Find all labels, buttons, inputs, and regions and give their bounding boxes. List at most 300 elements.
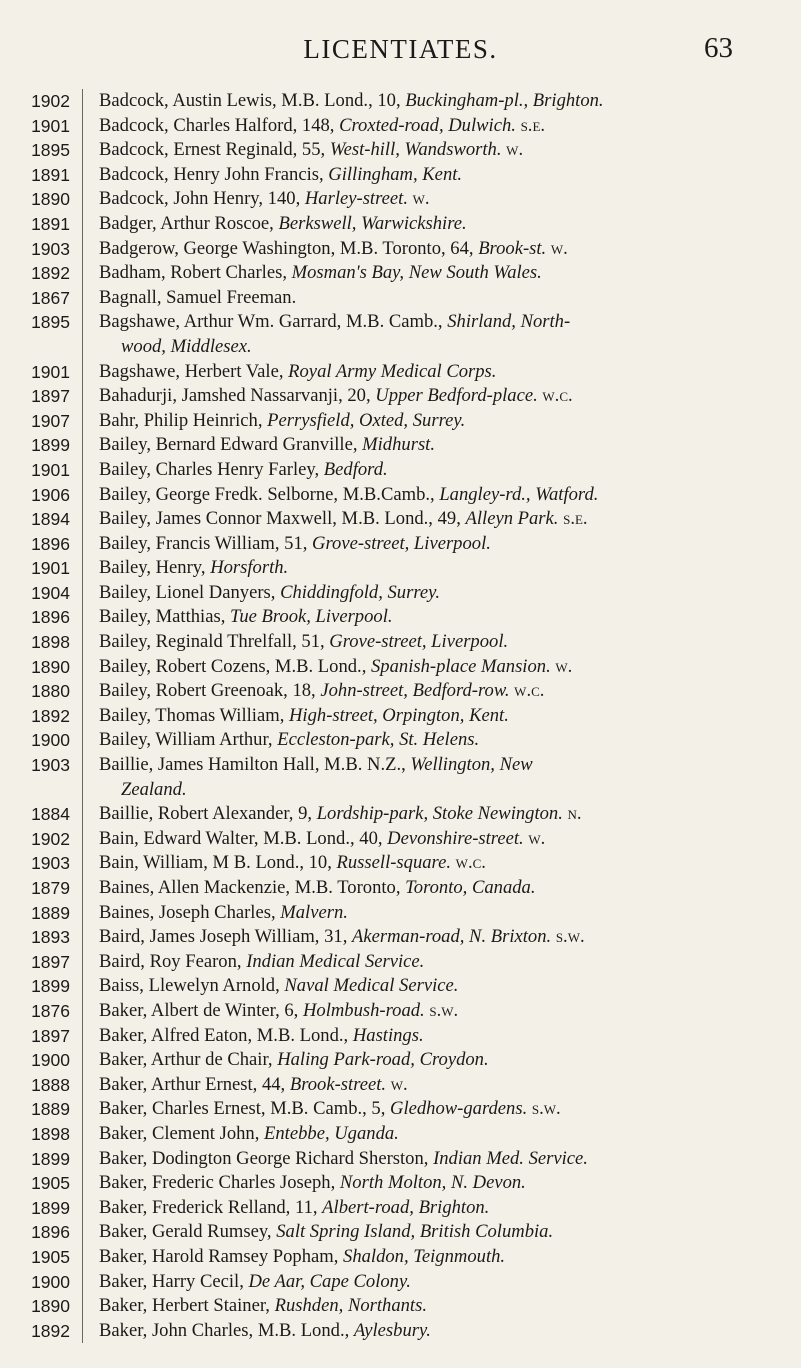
entry-place: Chiddingfold, Surrey.: [280, 581, 441, 603]
admission-year: 1867: [31, 287, 70, 308]
admission-year: 1899: [31, 1148, 70, 1169]
admission-year: 1906: [31, 484, 70, 505]
column-rule: [82, 1171, 83, 1196]
column-rule: [82, 1097, 83, 1122]
entry-place: Hastings.: [352, 1024, 424, 1046]
column-rule: [82, 901, 83, 926]
column-rule: [82, 950, 83, 975]
entry-name: Bailey, Francis William, 51,: [99, 532, 313, 554]
admission-year: 1902: [31, 91, 70, 111]
entry-text: [99, 1319, 769, 1344]
entry-name: Badcock, John Henry, 140,: [99, 188, 305, 210]
entry-place: Shaldon, Teignmouth.: [343, 1245, 506, 1267]
column-rule: [82, 1073, 83, 1098]
entry-text: [99, 556, 769, 581]
entry-name: Bailey, Reginald Threlfall, 51,: [99, 631, 330, 653]
column-rule: [82, 827, 83, 852]
page-header: [0, 28, 801, 68]
entry-text: [99, 728, 769, 753]
entry-place: Russell-square.: [336, 852, 452, 874]
admission-year: 1905: [31, 1246, 70, 1267]
column-rule: [82, 999, 83, 1024]
entry-name: Badgerow, George Washington, M.B. Toronto, 64,: [99, 237, 479, 259]
entry-text: [99, 532, 769, 557]
entry-text: [99, 384, 769, 409]
list-item: [0, 1245, 801, 1270]
column-rule: [82, 630, 83, 655]
entry-name: Bailey, Thomas William,: [99, 704, 289, 726]
entry-place: Harley-street.: [304, 188, 408, 210]
entry-name: Bailey, George Fredk. Selborne, M.B.Camb.,: [99, 483, 440, 505]
admission-year: 1903: [31, 755, 70, 776]
entry-place: Grove-street, Liverpool.: [312, 532, 491, 554]
admission-year: 1890: [31, 1296, 70, 1317]
entry-place: Entebbe, Uganda.: [264, 1122, 399, 1144]
entry-text: [99, 310, 769, 359]
entry-name: Bain, William, M B. Lond., 10,: [99, 852, 337, 874]
admission-year: 1899: [31, 976, 70, 997]
column-rule: [82, 876, 83, 901]
list-item: [0, 507, 801, 532]
admission-year: 1884: [31, 804, 70, 825]
column-rule: [82, 458, 83, 483]
column-rule: [82, 753, 83, 802]
entry-name: Bahr, Philip Heinrich,: [99, 409, 268, 431]
list-item: [0, 458, 801, 483]
list-item: [0, 704, 801, 729]
entry-district: w.c.: [542, 385, 573, 407]
admission-year: 1903: [31, 238, 70, 259]
admission-year: 1907: [31, 410, 70, 431]
entry-district: w.: [412, 188, 430, 210]
entry-district: n.: [567, 803, 582, 825]
list-item: [0, 655, 801, 680]
list-item: [0, 532, 801, 557]
list-item: [0, 901, 801, 926]
entry-text: [99, 974, 769, 999]
running-head: LICENTIATES.: [303, 34, 498, 64]
entry-text: [99, 950, 769, 975]
entry-place: High-street, Orpington, Kent.: [289, 704, 509, 726]
entry-name: Badcock, Charles Halford, 148,: [99, 114, 340, 136]
list-item: [0, 1220, 801, 1245]
entry-district: w.c.: [455, 852, 486, 874]
entry-place: Langley-rd., Watford.: [439, 483, 599, 505]
entry-text: [99, 1097, 769, 1122]
column-rule: [82, 1220, 83, 1245]
list-item: [0, 1196, 801, 1221]
column-rule: [82, 925, 83, 950]
entry-name: Baker, Frederick Relland, 11,: [99, 1196, 323, 1218]
entry-text: [99, 1122, 769, 1147]
entry-name: Baker, Alfred Eaton, M.B. Lond.,: [99, 1024, 353, 1046]
list-item: [0, 999, 801, 1024]
admission-year: 1900: [31, 1271, 70, 1292]
column-rule: [82, 507, 83, 532]
admission-year: 1892: [31, 705, 70, 726]
entry-district: w.: [506, 139, 524, 161]
entry-place: Akerman-road, N. Brixton.: [352, 926, 552, 948]
entry-place: Albert-road, Brighton.: [322, 1196, 490, 1218]
admission-year: 1897: [31, 386, 70, 407]
column-rule: [82, 1048, 83, 1073]
entry-place: Brook-st.: [478, 237, 547, 259]
entry-place: Aylesbury.: [353, 1319, 431, 1341]
entry-place: Upper Bedford-place.: [375, 385, 538, 407]
list-item: [0, 1024, 801, 1049]
list-item: [0, 876, 801, 901]
entry-text: [99, 655, 769, 680]
column-rule: [82, 409, 83, 434]
admission-year: 1898: [31, 1123, 70, 1144]
entry-text: [99, 753, 769, 802]
entry-text: [99, 114, 769, 139]
entry-text: [99, 1048, 769, 1073]
entry-place: Salt Spring Island, British Columbia.: [276, 1221, 554, 1243]
admission-year: 1900: [31, 730, 70, 751]
list-item: [0, 679, 801, 704]
admission-year: 1896: [31, 1222, 70, 1243]
entry-place: Naval Medical Service.: [284, 975, 459, 997]
entry-name: Baker, Gerald Rumsey,: [99, 1221, 277, 1243]
entry-name: Badger, Arthur Roscoe,: [99, 212, 279, 234]
column-rule: [82, 728, 83, 753]
entry-text: [99, 433, 769, 458]
list-item: [0, 753, 801, 802]
entry-name: Baker, Dodington George Richard Sherston,: [99, 1147, 434, 1169]
entry-district: s.w.: [429, 999, 459, 1021]
entry-place: Gledhow-gardens.: [390, 1098, 528, 1120]
admission-year: 1890: [31, 189, 70, 210]
entry-place: Royal Army Medical Corps.: [288, 360, 497, 382]
admission-year: 1901: [31, 361, 70, 382]
entry-place: Toronto, Canada.: [405, 877, 536, 898]
entry-text: [99, 458, 769, 483]
list-item: [0, 728, 801, 753]
admission-year: 1891: [31, 164, 70, 185]
list-item: [0, 483, 801, 508]
list-item: [0, 237, 801, 262]
column-rule: [82, 605, 83, 630]
admission-year: 1888: [31, 1074, 70, 1095]
entry-name: Bailey, Lionel Danyers,: [99, 581, 281, 603]
entry-name: Baker, Charles Ernest, M.B. Camb., 5,: [99, 1098, 391, 1120]
list-item: [0, 1147, 801, 1172]
list-item: [0, 925, 801, 950]
admission-year: 1901: [31, 558, 70, 579]
entry-district: s.e.: [520, 114, 546, 136]
column-rule: [82, 433, 83, 458]
entry-name: Bagnall, Samuel Freeman.: [99, 286, 297, 308]
entry-place: North Molton, N. Devon.: [339, 1172, 526, 1194]
admission-year: 1902: [31, 828, 70, 849]
admission-year: 1904: [31, 582, 70, 603]
admission-year: 1905: [31, 1173, 70, 1194]
list-item: [0, 360, 801, 385]
list-item: [0, 827, 801, 852]
entry-place: Wellington, New: [410, 754, 533, 776]
column-rule: [82, 1270, 83, 1295]
entry-place: Eccleston-park, St. Helens.: [277, 729, 480, 751]
licentiate-list: [0, 89, 801, 1343]
entry-name: Baker, Arthur Ernest, 44,: [99, 1073, 290, 1095]
entry-place: Brook-street.: [289, 1073, 387, 1095]
list-item: [0, 605, 801, 630]
entry-text: [99, 261, 769, 286]
list-item: [0, 802, 801, 827]
admission-year: 1894: [31, 509, 70, 530]
entry-name: Badcock, Ernest Reginald, 55,: [99, 139, 330, 161]
entry-name: Bailey, Bernard Edward Granville,: [99, 434, 363, 456]
entry-text: [99, 999, 769, 1024]
entry-name: Baines, Joseph Charles,: [99, 901, 281, 923]
entry-place: Holmbush-road.: [302, 999, 425, 1021]
list-item: [0, 310, 801, 359]
entry-place: Horsforth.: [210, 557, 289, 579]
column-rule: [82, 286, 83, 311]
admission-year: 1903: [31, 853, 70, 874]
entry-text: [99, 212, 769, 237]
column-rule: [82, 581, 83, 606]
column-rule: [82, 261, 83, 286]
column-rule: [82, 1294, 83, 1319]
list-item: [0, 1294, 801, 1319]
entry-place: De Aar, Cape Colony.: [248, 1270, 411, 1292]
column-rule: [82, 974, 83, 999]
entry-place: Tue Brook, Liverpool.: [230, 606, 393, 628]
list-item: [0, 950, 801, 975]
list-item: [0, 89, 801, 114]
list-item: [0, 114, 801, 139]
admission-year: 1892: [31, 1320, 70, 1341]
entry-name: Bain, Edward Walter, M.B. Lond., 40,: [99, 827, 388, 849]
entry-name: Bailey, James Connor Maxwell, M.B. Lond., 49,: [99, 508, 466, 530]
entry-name: Baker, Albert de Winter, 6,: [99, 999, 303, 1021]
entry-place: Spanish-place Mansion.: [371, 655, 551, 677]
list-item: [0, 409, 801, 434]
column-rule: [82, 360, 83, 385]
column-rule: [82, 310, 83, 359]
entry-name: Badham, Robert Charles,: [99, 262, 292, 284]
entry-name: Baillie, Robert Alexander, 9,: [99, 803, 317, 825]
admission-year: 1895: [31, 312, 70, 333]
entry-place: Lordship-park, Stoke Newington.: [316, 803, 563, 825]
admission-year: 1897: [31, 1025, 70, 1046]
list-item: [0, 212, 801, 237]
list-item: [0, 974, 801, 999]
entry-place: Gillingham, Kent.: [328, 163, 463, 185]
admission-year: 1889: [31, 902, 70, 923]
entry-name: Baker, Harold Ramsey Popham,: [99, 1245, 344, 1267]
admission-year: 1889: [31, 1099, 70, 1120]
entry-text: [99, 1245, 769, 1270]
entry-text: [99, 360, 769, 385]
list-item: [0, 630, 801, 655]
entry-text: [99, 1196, 769, 1221]
entry-name: Bagshawe, Herbert Vale,: [99, 360, 289, 382]
entry-district: w.: [550, 237, 568, 259]
entry-district: w.: [390, 1073, 408, 1095]
entry-name: Baird, Roy Fearon,: [99, 950, 247, 972]
entry-name: Bailey, Charles Henry Farley,: [99, 458, 324, 480]
entry-text: [99, 483, 769, 508]
column-rule: [82, 1245, 83, 1270]
entry-place: Croxted-road, Dulwich.: [339, 114, 516, 136]
entry-name: Baiss, Llewelyn Arnold,: [99, 975, 285, 997]
column-rule: [82, 1024, 83, 1049]
list-item: [0, 261, 801, 286]
admission-year: 1897: [31, 951, 70, 972]
entry-place: Berkswell, Warwickshire.: [278, 212, 467, 234]
page-number: 63: [704, 32, 733, 64]
entry-place: Malvern.: [280, 901, 348, 923]
entry-place: Mosman's Bay, New South Wales.: [291, 262, 542, 284]
entry-text: [99, 851, 769, 876]
admission-year: 1901: [31, 115, 70, 136]
entry-name: Baker, Arthur de Chair,: [99, 1049, 278, 1071]
entry-place: Indian Medical Service.: [246, 950, 425, 972]
admission-year: 1891: [31, 213, 70, 234]
entry-place: West-hill, Wandsworth.: [329, 139, 502, 161]
column-rule: [82, 138, 83, 163]
column-rule: [82, 655, 83, 680]
entry-name: Badcock, Austin Lewis, M.B. Lond., 10,: [99, 90, 406, 111]
entry-name: Baker, Frederic Charles Joseph,: [99, 1172, 340, 1194]
column-rule: [82, 1196, 83, 1221]
entry-place-continuation: Zealand.: [121, 778, 187, 800]
entry-place: Haling Park-road, Croydon.: [277, 1049, 489, 1071]
entry-text: [99, 1024, 769, 1049]
entry-text: [99, 409, 769, 434]
entry-name: Bailey, Matthias,: [99, 606, 230, 628]
entry-text: [99, 163, 769, 188]
entry-place: Rushden, Northants.: [274, 1295, 427, 1317]
entry-district: s.w.: [531, 1098, 561, 1120]
column-rule: [82, 384, 83, 409]
list-item: [0, 1073, 801, 1098]
entry-place: Midhurst.: [362, 434, 435, 456]
entry-name: Bagshawe, Arthur Wm. Garrard, M.B. Camb.,: [99, 311, 448, 333]
admission-year: 1899: [31, 1197, 70, 1218]
entry-place: Shirland, North-: [447, 311, 571, 333]
entry-text: [99, 138, 769, 163]
entry-place: Buckingham-pl., Brighton.: [405, 90, 604, 111]
entry-text: [99, 507, 769, 532]
list-item: [0, 163, 801, 188]
entry-name: Bailey, Robert Cozens, M.B. Lond.,: [99, 655, 371, 677]
entry-name: Badcock, Henry John Francis,: [99, 163, 329, 185]
entry-name: Baird, James Joseph William, 31,: [99, 926, 352, 948]
admission-year: 1893: [31, 927, 70, 948]
entry-name: Baker, Harry Cecil,: [99, 1270, 249, 1292]
entry-place-continuation: wood, Middlesex.: [121, 335, 252, 357]
list-item: [0, 187, 801, 212]
admission-year: 1876: [31, 1000, 70, 1021]
column-rule: [82, 187, 83, 212]
list-item: [0, 1319, 801, 1344]
entry-name: Baillie, James Hamilton Hall, M.B. N.Z.,: [99, 754, 411, 776]
column-rule: [82, 1319, 83, 1344]
entry-place: Bedford.: [323, 458, 388, 480]
entry-district: w.: [528, 827, 546, 849]
admission-year: 1880: [31, 681, 70, 702]
entry-text: [99, 827, 769, 852]
entry-text: [99, 1171, 769, 1196]
list-item: [0, 1270, 801, 1295]
entry-text: [99, 1147, 769, 1172]
admission-year: 1890: [31, 656, 70, 677]
entry-text: [99, 704, 769, 729]
column-rule: [82, 237, 83, 262]
list-item: [0, 1048, 801, 1073]
column-rule: [82, 1122, 83, 1147]
entry-text: [99, 605, 769, 630]
list-item: [0, 138, 801, 163]
entry-text: [99, 901, 769, 926]
admission-year: 1892: [31, 263, 70, 284]
entry-place: John-street, Bedford-row.: [320, 680, 510, 702]
entry-name: Bailey, William Arthur,: [99, 729, 278, 751]
entry-text: [99, 237, 769, 262]
admission-year: 1879: [31, 878, 70, 898]
entry-place: Indian Med. Service.: [433, 1147, 588, 1169]
entry-text: [99, 630, 769, 655]
admission-year: 1899: [31, 435, 70, 456]
admission-year: 1895: [31, 140, 70, 161]
column-rule: [82, 532, 83, 557]
entry-place: Alleyn Park.: [465, 508, 559, 530]
column-rule: [82, 212, 83, 237]
entry-name: Baker, Clement John,: [99, 1122, 265, 1144]
entry-name: Baker, Herbert Stainer,: [99, 1295, 275, 1317]
entry-text: [99, 1220, 769, 1245]
entry-district: s.e.: [563, 508, 588, 530]
admission-year: 1898: [31, 632, 70, 653]
list-item: [0, 1122, 801, 1147]
column-rule: [82, 556, 83, 581]
list-item: [0, 286, 801, 311]
admission-year: 1896: [31, 607, 70, 628]
entry-text: [99, 286, 769, 311]
column-rule: [82, 483, 83, 508]
entry-place: Devonshire-street.: [387, 827, 524, 849]
entry-name: Bahadurji, Jamshed Nassarvanji, 20,: [99, 385, 376, 407]
entry-district: s.w.: [555, 926, 585, 948]
entry-text: [99, 802, 769, 827]
entry-text: [99, 1073, 769, 1098]
entry-text: [99, 581, 769, 606]
list-item: [0, 556, 801, 581]
column-rule: [82, 679, 83, 704]
column-rule: [82, 704, 83, 729]
admission-year: 1900: [31, 1050, 70, 1071]
column-rule: [82, 114, 83, 139]
entry-place: Grove-street, Liverpool.: [329, 631, 509, 653]
list-item: [0, 851, 801, 876]
list-item: [0, 433, 801, 458]
entry-name: Bailey, Robert Greenoak, 18,: [99, 680, 321, 702]
list-item: [0, 581, 801, 606]
admission-year: 1896: [31, 533, 70, 554]
entry-name: Baker, John Charles, M.B. Lond.,: [99, 1319, 354, 1341]
list-item: [0, 384, 801, 409]
entry-text: [99, 187, 769, 212]
entry-text: [99, 89, 769, 114]
entry-text: [99, 925, 769, 950]
column-rule: [82, 1147, 83, 1172]
entry-place: Perrysfield, Oxted, Surrey.: [267, 409, 466, 431]
entry-district: w.: [555, 655, 573, 677]
